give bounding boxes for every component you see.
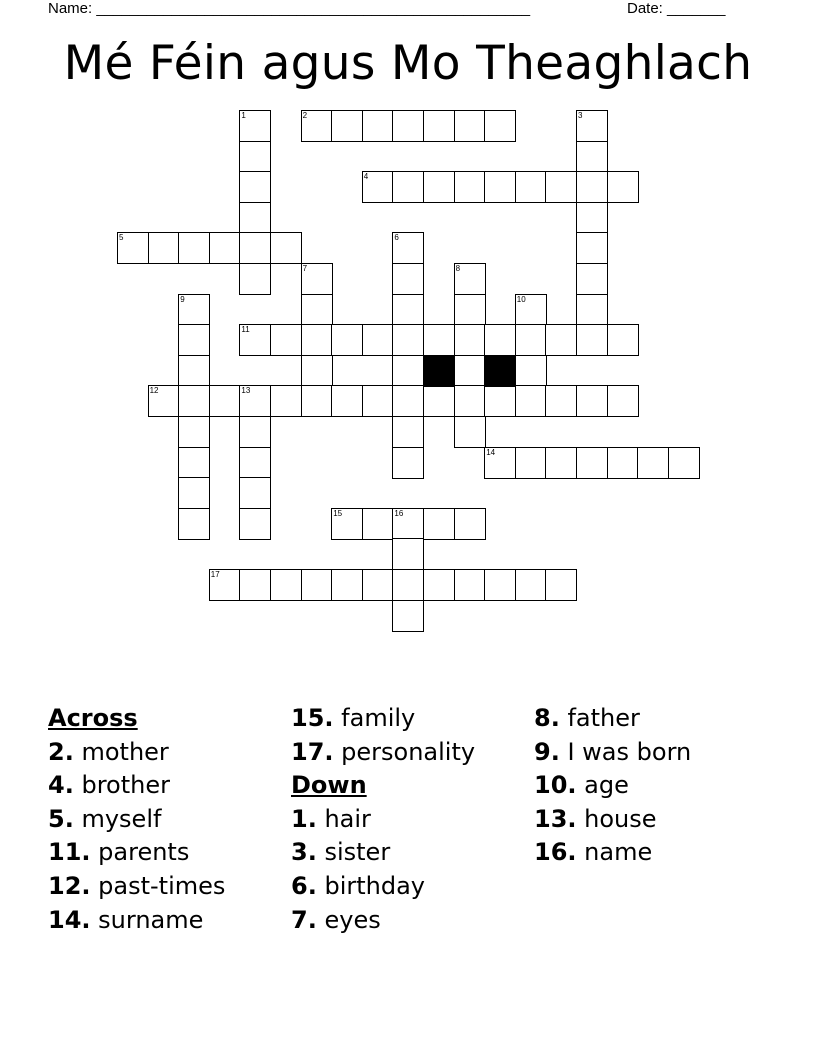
crossword-cell[interactable]	[331, 324, 363, 356]
crossword-cell[interactable]	[576, 385, 608, 417]
crossword-cell[interactable]	[239, 232, 271, 264]
clue-item-number: 7.	[291, 905, 317, 934]
crossword-cell[interactable]	[576, 232, 608, 264]
crossword-cell[interactable]	[454, 263, 486, 295]
crossword-cell[interactable]	[392, 294, 424, 326]
crossword-cell[interactable]	[392, 110, 424, 142]
clue-number: 1	[241, 111, 246, 120]
crossword-cell[interactable]	[576, 294, 608, 326]
crossword-cell[interactable]	[331, 569, 363, 601]
crossword-cell[interactable]	[423, 171, 455, 203]
crossword-cell[interactable]	[607, 447, 639, 479]
crossword-cell[interactable]	[178, 294, 210, 326]
clue-item	[48, 836, 225, 870]
crossword-cell[interactable]	[239, 110, 271, 142]
crossword-cell[interactable]	[362, 385, 394, 417]
crossword-cell[interactable]	[239, 569, 271, 601]
crossword-cell[interactable]	[392, 232, 424, 264]
crossword-cell[interactable]	[637, 447, 669, 479]
crossword-cell[interactable]	[270, 324, 302, 356]
crossword-cell[interactable]	[209, 232, 241, 264]
crossword-cell[interactable]	[576, 324, 608, 356]
crossword-cell[interactable]	[239, 416, 271, 448]
crossword-cell[interactable]	[301, 324, 333, 356]
clue-item-number: 6.	[291, 871, 317, 900]
crossword-cell[interactable]	[178, 416, 210, 448]
crossword-cell[interactable]	[576, 110, 608, 142]
crossword-cell[interactable]	[178, 355, 210, 387]
crossword-cell[interactable]	[178, 232, 210, 264]
crossword-cell[interactable]	[454, 110, 486, 142]
crossword-cell[interactable]	[392, 355, 424, 387]
clue-number: 17	[210, 570, 220, 579]
crossword-cell[interactable]	[607, 385, 639, 417]
clue-item	[291, 702, 475, 736]
crossword-cell[interactable]	[423, 324, 455, 356]
crossword-cell[interactable]	[239, 477, 271, 509]
clue-number: 3	[578, 111, 583, 120]
crossword-cell[interactable]	[301, 294, 333, 326]
crossword-cell[interactable]	[515, 447, 547, 479]
crossword-cell[interactable]	[454, 355, 486, 387]
crossword-cell[interactable]	[362, 508, 394, 540]
crossword-cell[interactable]	[178, 324, 210, 356]
clue-number: 5	[119, 233, 124, 243]
crossword-cell[interactable]	[239, 508, 271, 540]
clue-item-text: hair	[324, 804, 371, 833]
crossword-cell[interactable]	[270, 232, 302, 264]
crossword-cell[interactable]	[392, 600, 424, 632]
crossword-cell[interactable]	[454, 385, 486, 417]
crossword-cell[interactable]	[239, 263, 271, 295]
clue-item	[291, 836, 475, 870]
crossword-cell[interactable]	[515, 171, 547, 203]
crossword-cell[interactable]	[362, 110, 394, 142]
clue-item	[534, 702, 691, 736]
crossword-cell[interactable]	[515, 569, 547, 601]
crossword-cell[interactable]	[392, 324, 424, 356]
clue-number: 14	[486, 447, 496, 457]
clue-item	[534, 836, 691, 870]
crossword-cell[interactable]	[239, 385, 271, 417]
clue-item-number: 17.	[291, 737, 334, 766]
crossword-cell[interactable]	[178, 447, 210, 479]
clue-item	[534, 769, 691, 803]
crossword-cell[interactable]	[301, 569, 333, 601]
crossword-cell[interactable]	[454, 569, 486, 601]
clue-item-text: surname	[98, 905, 204, 934]
crossword-cell[interactable]	[484, 385, 516, 417]
puzzle-title: Mé Féin agus Mo Theaghlach	[63, 36, 753, 91]
clue-number: 9	[180, 294, 185, 304]
crossword-cell[interactable]	[362, 324, 394, 356]
clue-column-1	[48, 702, 225, 937]
crossword-cell[interactable]	[515, 385, 547, 417]
clue-item-number: 8.	[534, 704, 560, 732]
crossword-cell[interactable]	[484, 110, 516, 142]
clue-item-number: 5.	[48, 804, 74, 833]
crossword-cell[interactable]	[423, 385, 455, 417]
clue-item	[534, 803, 691, 837]
clue-item-number: 14.	[48, 905, 91, 934]
clue-number: 8	[455, 264, 461, 273]
clue-item-number: 1.	[291, 804, 317, 833]
clue-item-text: mother	[81, 737, 169, 766]
crossword-cell[interactable]	[331, 508, 363, 540]
crossword-cell[interactable]	[301, 385, 333, 417]
clue-item-text: past-times	[98, 871, 226, 900]
clue-number: 12	[149, 386, 159, 396]
clue-item-text: birthday	[324, 871, 426, 900]
crossword-cell[interactable]	[270, 569, 302, 601]
crossword-cell[interactable]	[515, 294, 547, 326]
crossword-cell[interactable]	[515, 355, 547, 387]
crossword-cell[interactable]	[454, 508, 486, 540]
clue-column-2	[291, 702, 475, 937]
crossword-cell[interactable]	[545, 324, 577, 356]
clue-item-text: eyes	[324, 905, 381, 934]
crossword-cell[interactable]	[545, 569, 577, 601]
crossword-cell[interactable]	[576, 263, 608, 295]
clue-item-number: 10.	[534, 771, 577, 800]
crossword-cell[interactable]	[301, 263, 333, 295]
crossword-cell[interactable]	[545, 447, 577, 479]
clue-item-number: 9.	[534, 737, 560, 766]
clue-item-number: 4.	[48, 771, 74, 800]
black-cell	[484, 355, 516, 387]
clue-number: 7	[302, 264, 308, 273]
clue-item-number: 16.	[534, 838, 577, 867]
crossword-cell[interactable]	[392, 171, 424, 203]
clue-item-text: I was born	[567, 737, 692, 766]
clue-number: 16	[394, 508, 404, 518]
crossword-cell[interactable]	[270, 385, 302, 417]
crossword-cell[interactable]	[301, 355, 333, 387]
crossword-cell[interactable]	[484, 324, 516, 356]
clue-number: 11	[241, 325, 250, 335]
crossword-cell[interactable]	[484, 171, 516, 203]
crossword-cell[interactable]	[239, 141, 271, 173]
crossword-cell[interactable]	[454, 416, 486, 448]
crossword-cell[interactable]	[239, 324, 271, 356]
clue-item	[48, 769, 225, 803]
clue-item-text: age	[584, 771, 629, 800]
crossword-cell[interactable]	[331, 385, 363, 417]
crossword-cell[interactable]	[454, 171, 486, 203]
clue-section-heading: Down	[291, 771, 367, 800]
crossword-cell[interactable]	[331, 110, 363, 142]
clue-number: 2	[302, 111, 308, 120]
clue-number: 13	[241, 386, 251, 396]
crossword-cell[interactable]	[178, 508, 210, 540]
clue-item-number: 2.	[48, 737, 74, 766]
clue-item-number: 12.	[48, 871, 91, 900]
clue-item-number: 13.	[534, 804, 577, 833]
crossword-cell[interactable]	[668, 447, 700, 479]
clue-number: 10	[516, 294, 526, 304]
crossword-cell[interactable]	[423, 110, 455, 142]
crossword-cell[interactable]	[392, 447, 424, 479]
clue-item	[48, 803, 225, 837]
crossword-cell[interactable]	[392, 508, 424, 540]
crossword-cell[interactable]	[148, 385, 180, 417]
clue-item-text: parents	[98, 838, 190, 867]
crossword-cell[interactable]	[576, 171, 608, 203]
clue-column-3	[534, 702, 691, 870]
crossword-cell[interactable]	[178, 385, 210, 417]
crossword-cell[interactable]	[239, 202, 271, 234]
crossword-cell[interactable]	[484, 447, 516, 479]
crossword-cell[interactable]	[392, 538, 424, 570]
crossword-cell[interactable]	[148, 232, 180, 264]
crossword-cell[interactable]	[576, 141, 608, 173]
clue-section-heading: Across	[48, 704, 138, 732]
crossword-cell[interactable]	[454, 324, 486, 356]
crossword-cell[interactable]	[301, 110, 333, 142]
crossword-cell[interactable]	[423, 569, 455, 601]
clue-item	[291, 870, 475, 904]
clue-item-text: house	[584, 804, 657, 833]
crossword-cell[interactable]	[117, 232, 149, 264]
crossword-cell[interactable]	[209, 385, 241, 417]
crossword-cell[interactable]	[484, 569, 516, 601]
clue-item-number: 15.	[291, 704, 334, 732]
clue-item	[48, 870, 225, 904]
crossword-cell[interactable]	[423, 508, 455, 540]
clue-item-text: myself	[81, 804, 162, 833]
crossword-cell[interactable]	[362, 569, 394, 601]
crossword-cell[interactable]	[576, 202, 608, 234]
clue-number: 4	[363, 172, 369, 182]
crossword-cell[interactable]	[209, 569, 241, 601]
crossword-cell[interactable]	[239, 171, 271, 203]
crossword-cell[interactable]	[607, 324, 639, 356]
crossword-cell[interactable]	[392, 569, 424, 601]
clue-item	[534, 736, 691, 770]
clue-item-text: father	[567, 704, 640, 732]
crossword-cell[interactable]	[515, 324, 547, 356]
clue-item-text: brother	[81, 771, 170, 800]
clue-item	[291, 904, 475, 938]
crossword-cell[interactable]	[576, 447, 608, 479]
date-field-label: Date: _______	[627, 0, 726, 17]
clue-item	[48, 736, 225, 770]
clue-item-number: 3.	[291, 838, 317, 867]
name-field-label: Name: ____________________________________________________	[48, 0, 531, 17]
clue-item	[48, 904, 225, 938]
clue-number: 6	[394, 233, 399, 243]
clue-item-text: personality	[341, 737, 476, 766]
clue-item-text: sister	[324, 838, 391, 867]
crossword-cell[interactable]	[362, 171, 394, 203]
crossword-cell[interactable]	[545, 171, 577, 203]
crossword-cell[interactable]	[392, 263, 424, 295]
crossword-cell[interactable]	[454, 294, 486, 326]
crossword-cell[interactable]	[392, 385, 424, 417]
black-cell	[423, 355, 455, 387]
crossword-cell[interactable]	[607, 171, 639, 203]
crossword-cell[interactable]	[239, 447, 271, 479]
crossword-cell[interactable]	[392, 416, 424, 448]
clue-item	[291, 736, 475, 770]
crossword-cell[interactable]	[545, 385, 577, 417]
clue-number: 15	[333, 508, 343, 518]
clue-item-text: family	[341, 704, 416, 732]
clue-item	[291, 803, 475, 837]
clue-item-text: name	[584, 838, 653, 867]
crossword-cell[interactable]	[178, 477, 210, 509]
clue-item-number: 11.	[48, 838, 91, 867]
